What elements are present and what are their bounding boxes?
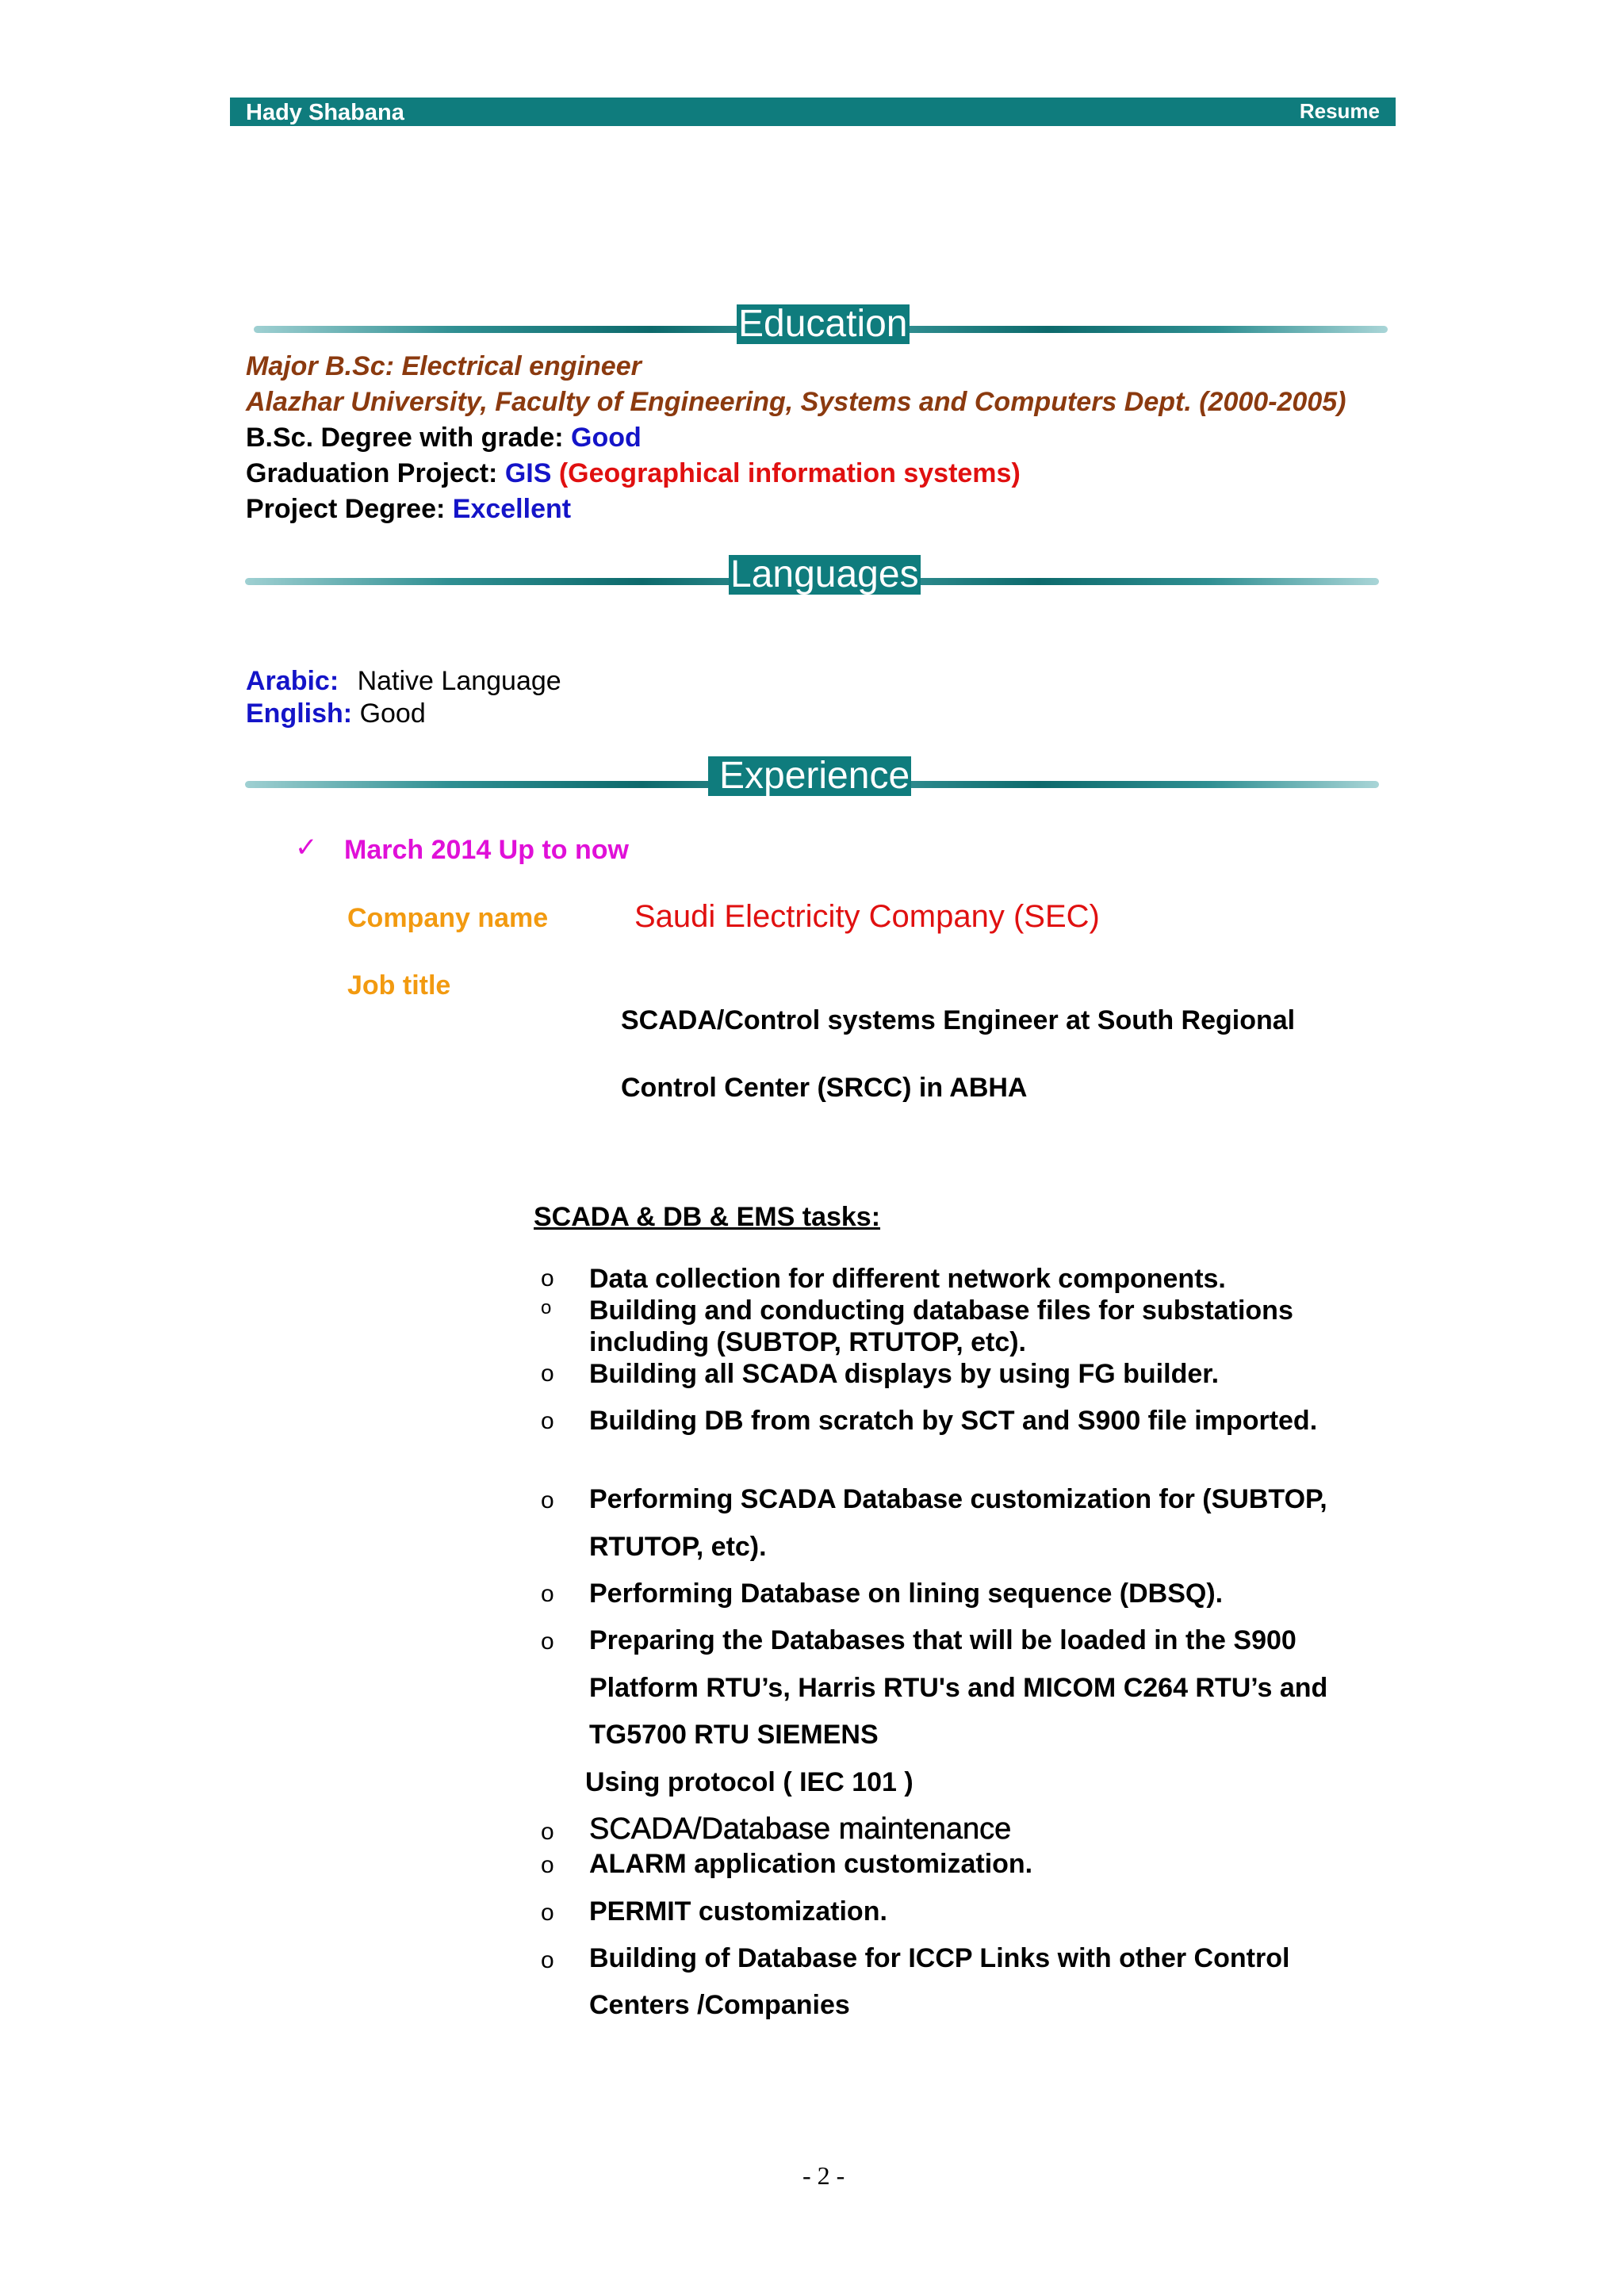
project-value: GIS [504,458,552,488]
tasks-heading: SCADA & DB & EMS tasks: [534,1202,881,1232]
task-item: SCADA/Database maintenance [589,1812,1012,1846]
bullet: o [541,1947,554,1973]
bullet: o [541,1581,554,1607]
language-english [246,698,426,729]
arabic-value: Native Language [357,666,561,696]
bullet: o [541,1819,554,1845]
header-name: Hady Shabana [246,100,404,125]
arabic-label: Arabic: [246,666,339,696]
grade-value: Good [571,423,642,453]
task-item: Building all SCADA displays by using FG builder. [589,1359,1220,1389]
task-item: RTUTOP, etc). [589,1532,767,1562]
english-value: Good [359,698,426,729]
english-label: English: [246,698,353,729]
project-label: Graduation Project: [246,458,498,488]
page-header-bar [230,98,1396,126]
task-item: Using protocol ( IEC 101 ) [585,1767,914,1797]
task-item: Building and conducting database files for substations [589,1295,1293,1326]
bullet: o [541,1852,554,1878]
task-item: Building of Database for ICCP Links with other Control [589,1943,1290,1973]
project-degree-label: Project Degree: [246,494,446,524]
bullet: o [541,1487,554,1513]
task-item: Building DB from scratch by SCT and S900 file imported. [589,1406,1318,1436]
education-heading: Education [738,303,908,345]
task-item: Data collection for different network components. [589,1264,1226,1294]
page-number: - 2 - [802,2161,845,2190]
task-item: Centers /Companies [589,1990,850,2020]
education-major: Major B.Sc: Electrical engineer [246,351,642,381]
bullet: o [541,1297,552,1318]
bullet: o [541,1628,554,1655]
task-item: TG5700 RTU SIEMENS [589,1720,879,1750]
bullet: o [541,1408,554,1434]
education-project-degree [246,493,571,525]
task-item: Performing Database on lining sequence (DBSQ). [589,1578,1224,1609]
company-label: Company name [347,903,549,933]
project-detail: (Geographical information systems) [558,458,1021,488]
task-item: Platform RTU’s, Harris RTU's and MICOM C264 RTU’s and [589,1673,1328,1703]
task-item: including (SUBTOP, RTUTOP, etc). [589,1327,1027,1357]
check-icon: ✓ [295,832,318,863]
task-item: Preparing the Databases that will be loaded in the S900 [589,1625,1297,1655]
header-doc-type: Resume [1299,99,1380,123]
bullet: o [541,1360,554,1387]
education-grade [246,422,642,453]
bullet: o [541,1265,554,1292]
grade-label: B.Sc. Degree with grade: [246,423,564,453]
job-title-line-2: Control Center (SRCC) in ABHA [621,1073,1028,1103]
experience-heading: Experience [708,756,911,796]
task-item: ALARM application customization. [589,1849,1033,1879]
company-value: Saudi Electricity Company (SEC) [634,899,1100,934]
job-title-label: Job title [347,970,451,1001]
languages-heading: Languages [730,553,919,595]
language-arabic [246,665,561,697]
task-item: Performing SCADA Database customization for (SUBTOP, [589,1484,1327,1514]
task-item: PERMIT customization. [589,1896,887,1927]
bullet: o [541,1900,554,1926]
education-university: Alazhar University, Faculty of Engineering, Systems and Computers Dept. (2000-2005) [246,387,1346,417]
job-title-line-1: SCADA/Control systems Engineer at South Regional [621,1005,1296,1035]
experience-period: March 2014 Up to now [344,835,629,865]
project-degree-value: Excellent [452,494,572,524]
education-project [246,457,1021,489]
